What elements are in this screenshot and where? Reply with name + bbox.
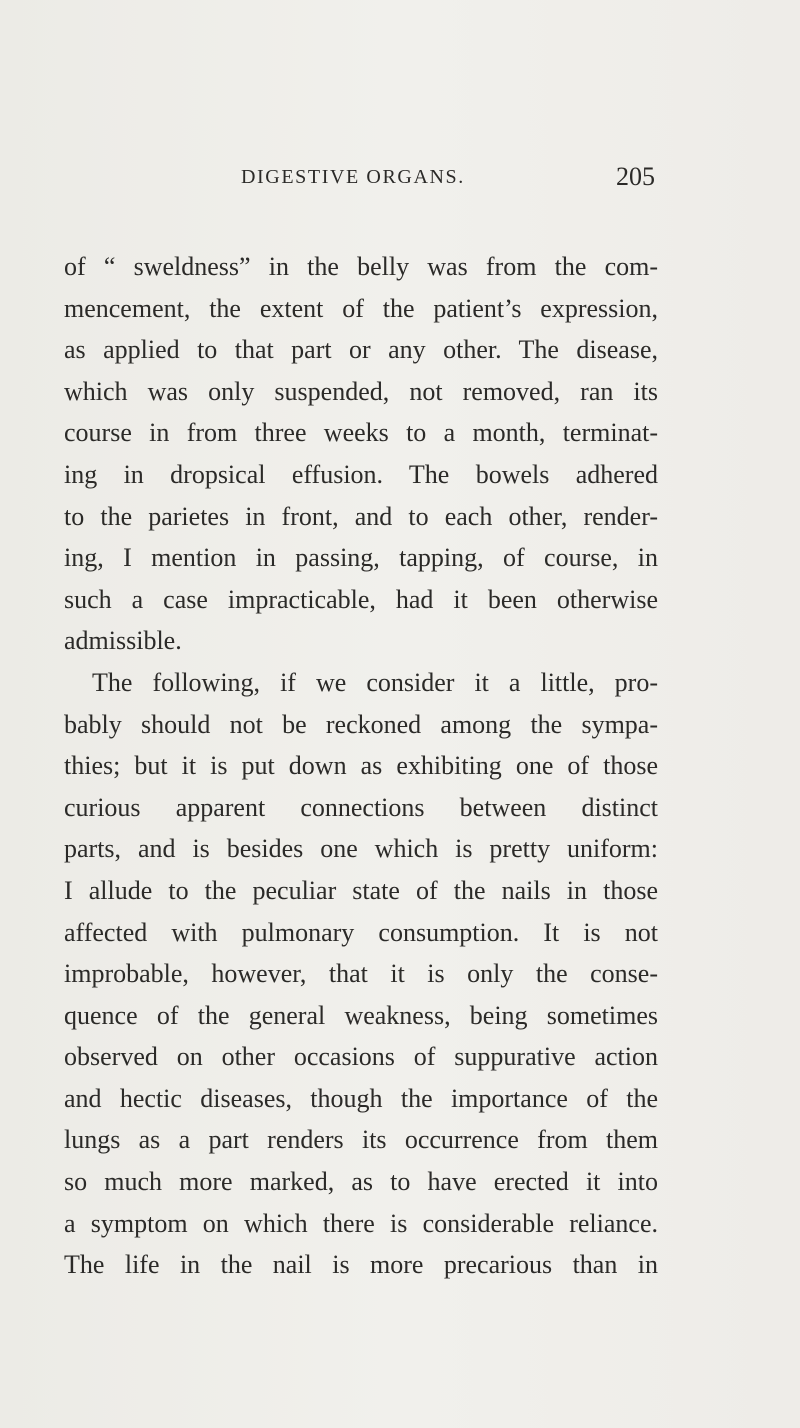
text-line: which was only suspended, not removed, ran its: [64, 376, 658, 406]
text-line: The life in the nail is more precarious than in: [64, 1250, 658, 1280]
running-header: [0, 164, 800, 194]
text-line: bably should not be reckoned among the sympa-: [64, 709, 658, 739]
text-line: observed on other occasions of suppurative action: [64, 1042, 658, 1072]
text-line: course in from three weeks to a month, terminat-: [64, 418, 658, 448]
paragraph-start-line: The following, if we consider it a little, pro-: [92, 667, 658, 697]
text-line: and hectic diseases, though the importance of the: [64, 1083, 658, 1113]
paragraph-end-line: admissible.: [64, 626, 182, 656]
running-title: DIGESTIVE ORGANS.: [241, 166, 465, 188]
text-line: to the parietes in front, and to each other, render-: [64, 501, 658, 531]
page-number: 205: [616, 162, 655, 191]
text-line: ing, I mention in passing, tapping, of course, in: [64, 543, 658, 573]
text-line: ing in dropsical effusion. The bowels adhered: [64, 459, 658, 489]
text-line: so much more marked, as to have erected it into: [64, 1167, 658, 1197]
text-line: quence of the general weakness, being sometimes: [64, 1000, 658, 1030]
text-line: a symptom on which there is considerable reliance.: [64, 1208, 658, 1238]
text-line: as applied to that part or any other. The disease,: [64, 335, 658, 365]
text-line: thies; but it is put down as exhibiting one of those: [64, 751, 658, 781]
text-line: improbable, however, that it is only the conse-: [64, 959, 658, 989]
text-line: parts, and is besides one which is pretty uniform:: [64, 834, 658, 864]
text-line: such a case impracticable, had it been otherwise: [64, 584, 658, 614]
body-text: [64, 246, 658, 1286]
text-line: mencement, the extent of the patient’s expression,: [64, 293, 658, 323]
text-line: curious apparent connections between distinct: [64, 792, 658, 822]
text-line: lungs as a part renders its occurrence from them: [64, 1125, 658, 1155]
text-line: I allude to the peculiar state of the nails in those: [64, 875, 658, 905]
text-line: of “ sweldness” in the belly was from the com-: [64, 252, 658, 281]
text-line: affected with pulmonary consumption. It is not: [64, 917, 658, 947]
